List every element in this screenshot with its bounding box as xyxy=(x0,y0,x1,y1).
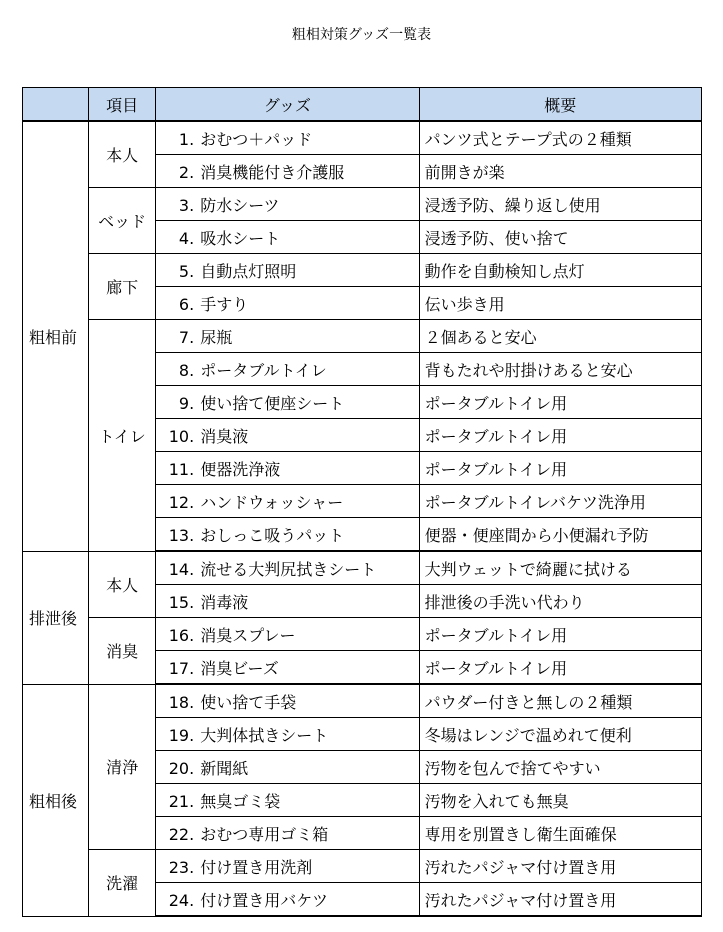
item-name: おしっこ吸うパット xyxy=(200,525,345,545)
item-number: 10. xyxy=(168,426,195,446)
item-number: 11. xyxy=(168,459,195,479)
section-label: 粗相後 xyxy=(23,684,89,916)
item-number: 19. xyxy=(168,725,195,745)
goods-cell xyxy=(156,287,419,320)
category-label: ベッド xyxy=(89,188,156,254)
goods-cell xyxy=(156,883,419,917)
goods-cell xyxy=(156,452,419,485)
item-number: 18. xyxy=(168,692,195,712)
item-name: 大判体拭きシート xyxy=(200,725,329,745)
table-body xyxy=(23,121,702,916)
goods-cell xyxy=(156,518,419,552)
item-name: 尿瓶 xyxy=(200,327,233,347)
item-name: おむつ専用ゴミ箱 xyxy=(200,824,329,844)
table-row xyxy=(23,551,702,585)
summary-cell: 大判ウェットで綺麗に拭ける xyxy=(419,551,701,585)
summary-cell: 浸透予防、使い捨て xyxy=(419,221,701,254)
summary-cell: 便器・便座間から小便漏れ予防 xyxy=(419,518,701,552)
goods-cell xyxy=(156,684,419,718)
document-title: 粗相対策グッズ一覧表 xyxy=(291,27,432,43)
item-name: 流せる大判尻拭きシート xyxy=(200,559,377,579)
item-number: 1. xyxy=(178,129,195,149)
category-label: 本人 xyxy=(89,551,156,618)
goods-cell xyxy=(156,188,419,221)
summary-cell: 冬場はレンジで温めれて便利 xyxy=(419,718,701,751)
summary-cell: パウダー付きと無しの２種類 xyxy=(419,684,701,718)
goods-cell xyxy=(156,320,419,353)
category-label: 本人 xyxy=(89,121,156,188)
summary-cell: ２個あると安心 xyxy=(419,320,701,353)
summary-cell: 汚物を包んで捨てやすい xyxy=(419,751,701,784)
table-row xyxy=(23,618,702,651)
header-summary: 概要 xyxy=(419,88,701,122)
goods-cell xyxy=(156,485,419,518)
item-number: 22. xyxy=(168,824,195,844)
summary-cell: 専用を別置きし衛生面確保 xyxy=(419,817,701,850)
item-name: 使い捨て手袋 xyxy=(200,692,297,712)
table-row xyxy=(23,684,702,718)
item-number: 5. xyxy=(178,261,195,281)
summary-cell: ポータブルトイレ用 xyxy=(419,452,701,485)
item-number: 16. xyxy=(168,625,195,645)
section-label: 粗相前 xyxy=(23,121,89,551)
item-number: 6. xyxy=(178,294,195,314)
item-number: 9. xyxy=(178,393,195,413)
item-number: 17. xyxy=(168,658,195,678)
summary-cell: 動作を自動検知し点灯 xyxy=(419,254,701,287)
header-blank-cell xyxy=(23,88,89,122)
table-row xyxy=(23,254,702,287)
item-name: 使い捨て便座シート xyxy=(200,393,345,413)
item-name: 便器洗浄液 xyxy=(200,459,281,479)
goods-cell xyxy=(156,718,419,751)
table-row xyxy=(23,320,702,353)
category-label: 清浄 xyxy=(89,684,156,850)
item-name: 消毒液 xyxy=(200,592,249,612)
item-number: 3. xyxy=(178,195,195,215)
category-label: 廊下 xyxy=(89,254,156,320)
summary-cell: ポータブルトイレ用 xyxy=(419,419,701,452)
item-name: 防水シーツ xyxy=(200,195,280,215)
category-label: トイレ xyxy=(89,320,156,552)
summary-cell: 汚れたパジャマ付け置き用 xyxy=(419,883,701,917)
summary-cell: 伝い歩き用 xyxy=(419,287,701,320)
summary-cell: 汚れたパジャマ付け置き用 xyxy=(419,850,701,883)
summary-cell: ポータブルトイレバケツ洗浄用 xyxy=(419,485,701,518)
goods-table xyxy=(22,87,702,917)
item-name: 吸水シート xyxy=(200,228,281,248)
item-name: 自動点灯照明 xyxy=(200,261,297,281)
item-name: 付け置き用洗剤 xyxy=(200,857,313,877)
item-name: 手すり xyxy=(200,294,249,314)
item-number: 15. xyxy=(168,592,195,612)
goods-cell xyxy=(156,751,419,784)
goods-cell xyxy=(156,850,419,883)
summary-cell: 背もたれや肘掛けあると安心 xyxy=(419,353,701,386)
header-item: 項目 xyxy=(89,88,156,122)
item-number: 12. xyxy=(168,492,195,512)
table-row xyxy=(23,121,702,155)
summary-cell: 排泄後の手洗い代わり xyxy=(419,585,701,618)
item-name: 消臭スプレー xyxy=(200,625,296,645)
goods-cell xyxy=(156,155,419,188)
item-name: 付け置き用バケツ xyxy=(200,890,329,910)
summary-cell: パンツ式とテープ式の２種類 xyxy=(419,121,701,155)
category-label: 消臭 xyxy=(89,618,156,685)
goods-cell xyxy=(156,121,419,155)
summary-cell: ポータブルトイレ用 xyxy=(419,618,701,651)
goods-cell xyxy=(156,784,419,817)
goods-cell xyxy=(156,651,419,685)
header-goods: グッズ xyxy=(156,88,419,122)
summary-cell: 汚物を入れても無臭 xyxy=(419,784,701,817)
item-number: 23. xyxy=(168,857,195,877)
item-number: 4. xyxy=(178,228,195,248)
item-name: ハンドウォッシャー xyxy=(200,492,344,512)
item-number: 21. xyxy=(168,791,195,811)
item-name: 消臭ビーズ xyxy=(200,658,279,678)
item-number: 20. xyxy=(168,758,195,778)
goods-cell xyxy=(156,817,419,850)
goods-cell xyxy=(156,551,419,585)
summary-cell: ポータブルトイレ用 xyxy=(419,651,701,685)
item-number: 7. xyxy=(178,327,195,347)
item-number: 24. xyxy=(168,890,195,910)
summary-cell: ポータブルトイレ用 xyxy=(419,386,701,419)
table-row xyxy=(23,850,702,883)
item-name: ポータブルトイレ xyxy=(200,360,327,380)
item-number: 14. xyxy=(168,559,195,579)
item-number: 2. xyxy=(178,162,195,182)
summary-cell: 前開きが楽 xyxy=(419,155,701,188)
summary-cell: 浸透予防、繰り返し使用 xyxy=(419,188,701,221)
table-row xyxy=(23,188,702,221)
item-name: 消臭機能付き介護服 xyxy=(200,162,345,182)
item-name: 新聞紙 xyxy=(200,758,249,778)
item-name: 消臭液 xyxy=(200,426,249,446)
goods-cell xyxy=(156,419,419,452)
item-name: 無臭ゴミ袋 xyxy=(200,791,281,811)
goods-cell xyxy=(156,386,419,419)
goods-cell xyxy=(156,585,419,618)
goods-cell xyxy=(156,353,419,386)
goods-cell xyxy=(156,221,419,254)
category-label: 洗濯 xyxy=(89,850,156,917)
item-number: 13. xyxy=(168,525,195,545)
goods-cell xyxy=(156,618,419,651)
item-name: おむつ＋パッド xyxy=(200,129,313,149)
header-row xyxy=(23,88,702,122)
item-number: 8. xyxy=(178,360,195,380)
section-label: 排泄後 xyxy=(23,551,89,684)
goods-cell xyxy=(156,254,419,287)
